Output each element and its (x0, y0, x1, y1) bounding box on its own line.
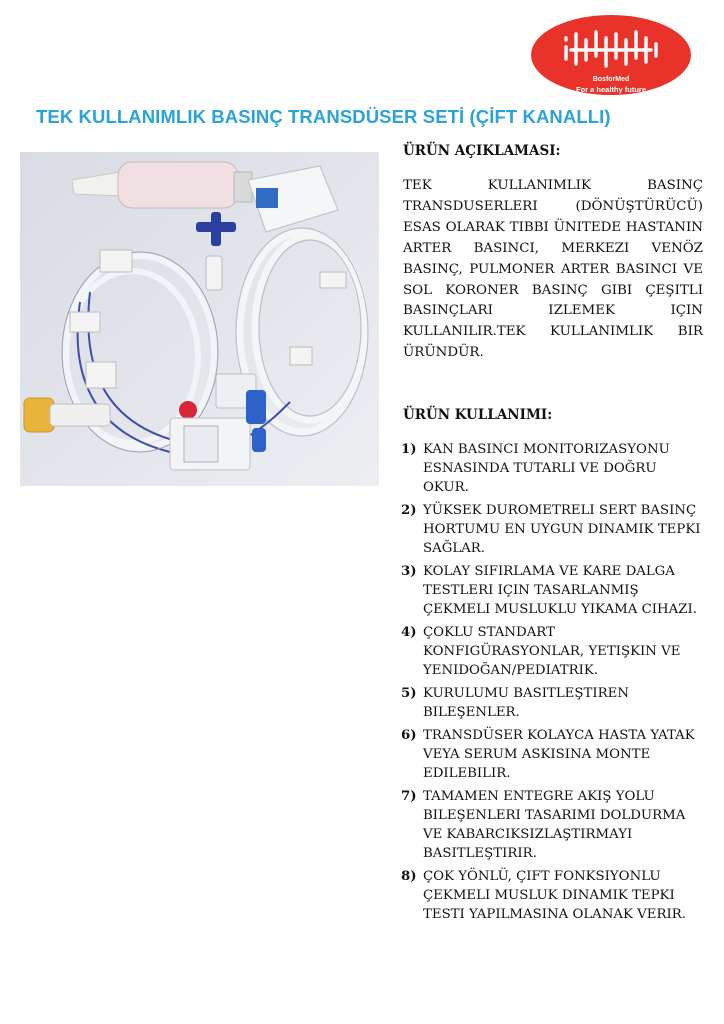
list-item-number: 4) (401, 625, 417, 640)
list-item-number: 8) (401, 869, 417, 884)
list-item (401, 867, 706, 924)
list-item (401, 623, 706, 680)
usage-heading: ÜRÜN KULLANIMI: (403, 407, 553, 423)
brand-logo (530, 14, 692, 96)
list-item (401, 501, 706, 558)
list-item-text: KAN BASINCI MONITORIZASYONU ESNASINDA TUTARLI VE DOĞRU OKUR. (423, 442, 670, 495)
list-item (401, 787, 706, 863)
list-item-text: KOLAY SIFIRLAMA VE KARE DALGA TESTLERI IÇIN TASARLANMIŞ ÇEKMELI MUSLUKLU YIKAMA CIHAZI. (423, 564, 697, 617)
list-item (401, 562, 706, 619)
list-item-number: 5) (401, 686, 417, 701)
brand-tagline: For a healthy future (575, 85, 646, 94)
list-item-number: 3) (401, 564, 417, 579)
list-item-number: 7) (401, 789, 417, 804)
list-item-text: ÇOKLU STANDART KONFIGÜRASYONLAR, YETIŞKIN VE YENIDOĞAN/PEDIATRIK. (423, 625, 681, 678)
list-item (401, 726, 706, 783)
list-item-number: 6) (401, 728, 417, 743)
list-item-number: 1) (401, 442, 417, 457)
list-item-text: TAMAMEN ENTEGRE AKIŞ YOLU BILEŞENLERI TASARIMI DOLDURMA VE KABARCIKSIZLAŞTIRMAYI BASITLEŞTIRIR. (423, 789, 686, 861)
list-item-number: 2) (401, 503, 417, 518)
list-item-text: KURULUMU BASITLEŞTIREN BILEŞENLER. (423, 686, 629, 720)
description-heading: ÜRÜN AÇIKLAMASI: (403, 143, 561, 159)
product-photo (20, 152, 379, 486)
usage-list (401, 440, 706, 928)
document-title: TEK KULLANIMLIK BASINÇ TRANSDÜSER SETİ (ÇİFT KANALLI) (36, 106, 611, 127)
brand-name: BosforMed (592, 76, 630, 83)
list-item-text: TRANSDÜSER KOLAYCA HASTA YATAK VEYA SERUM ASKISINA MONTE EDILEBILIR. (423, 728, 695, 781)
description-text: TEK KULLANIMLIK BASINÇ TRANSDUSERLERI (DÖNÜŞTÜRÜCÜ) ESAS OLARAK TIBBI ÜNITEDE HASTANIN ARTER BASINCI, MERKEZI VENÖZ BASINÇ, PULMONER ARTER BASINCI VE SOL KORONER BASINÇ GIBI ÇEŞITLI BASINÇLARI IZLEMEK IÇIN KULLANILIR.TEK KULLANIMLIK BIR ÜRÜNDÜR. (403, 178, 703, 361)
transducer-set-photo-icon (20, 152, 379, 486)
list-item-text: YÜKSEK DUROMETRELI SERT BASINÇ HORTUMU EN UYGUN DINAMIK TEPKI SAĞLAR. (423, 503, 701, 556)
brand-logo-icon (530, 14, 692, 96)
list-item (401, 440, 706, 497)
list-item-text: ÇOK YÖNLÜ, ÇIFT FONKSIYONLU ÇEKMELI MUSLUK DINAMIK TEPKI TESTI YAPILMASINA OLANAK VERIR. (423, 869, 686, 922)
list-item (401, 684, 706, 722)
